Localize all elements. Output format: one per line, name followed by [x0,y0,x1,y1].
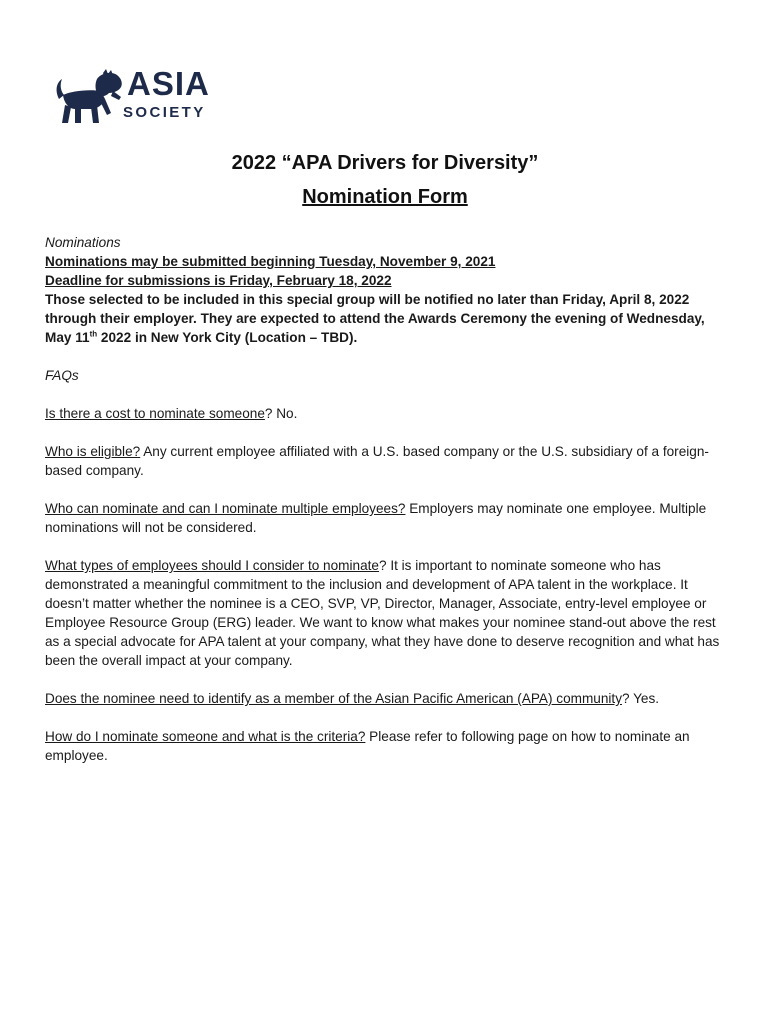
nominations-begin-date: Nominations may be submitted beginning Tuesday, November 9, 2021 [45,254,496,269]
faq-question: What types of employees should I consider to nominate [45,558,379,573]
page-subtitle: Nomination Form [302,186,468,208]
faq-answer: It is important to nominate someone who has demonstrated a meaningful commitment to the inclusion and development of APA talent in the workplace. It doesn’t matter whether the nominee is a CEO, SVP, VP, Director, Manager, Associate, entry-level employee or Employee Resource Group (ERG) leader. We want to know what makes your nominee stand-out above the rest as a special advocate for APA talent at your company, what they have done to deserve recognition and what has been the overall impact at your company. [45,558,720,668]
faq-item: Does the nominee need to identify as a member of the Asian Pacific American (APA) community? Yes. [45,691,660,706]
faq-question: Is there a cost to nominate someone [45,406,265,421]
faq-question: Who can nominate and can I nominate multiple employees? [45,501,406,516]
faq-answer: Employers may nominate one employee. Multiple nominations will not be considered. [45,501,707,535]
faq-question: How do I nominate someone and what is the criteria? [45,729,366,744]
logo-wordmark-society: SOCIETY [123,104,206,121]
faq-answer: No. [276,406,298,421]
page-title: 2022 “APA Drivers for Diversity” [231,152,539,174]
faq-answer: Please refer to following page on how to nominate an employee. [45,729,690,763]
faq-question: Who is eligible? [45,444,141,459]
faq-item [45,442,725,480]
asia-society-logo [53,66,218,124]
logo-wordmark-asia: ASIA [127,65,210,102]
faq-question: Does the nominee need to identify as a member of the Asian Pacific American (APA) community [45,691,623,706]
faq-answer: Yes. [633,691,660,706]
document-body [45,233,725,765]
lion-icon [53,69,125,125]
nominations-heading: Nominations [45,235,121,250]
faq-answer: Any current employee affiliated with a U.S. based company or the U.S. subsidiary of a foreign-based company. [45,444,709,478]
faqs-heading: FAQs [45,368,79,383]
nominations-notice: Those selected to be included in this special group will be notified no later than Friday, April 8, 2022 through their employer. They are expected to attend the Awards Ceremony the evening of Wednesday, May 11th 2022 in New York City (Location – TBD). [45,292,705,345]
nominations-deadline: Deadline for submissions is Friday, February 18, 2022 [45,273,392,288]
faq-item [45,499,725,537]
faq-item: What types of employees should I consider to nominate? It is important to nominate someone who has demonstrated a meaningful commitment to the inclusion and development of APA talent in the workplace. It doesn’t matter whether the nominee is a CEO, SVP, VP, Director, Manager, Associate, entry-level employee or Employee Resource Group (ERG) leader. We want to know what makes your nominee stand-out above the rest as a special advocate for APA talent at your company, what they have done to deserve recognition and what has been the overall impact at your company. [45,558,720,668]
faq-item [45,727,725,765]
faq-item: Is there a cost to nominate someone? No. [45,406,298,421]
